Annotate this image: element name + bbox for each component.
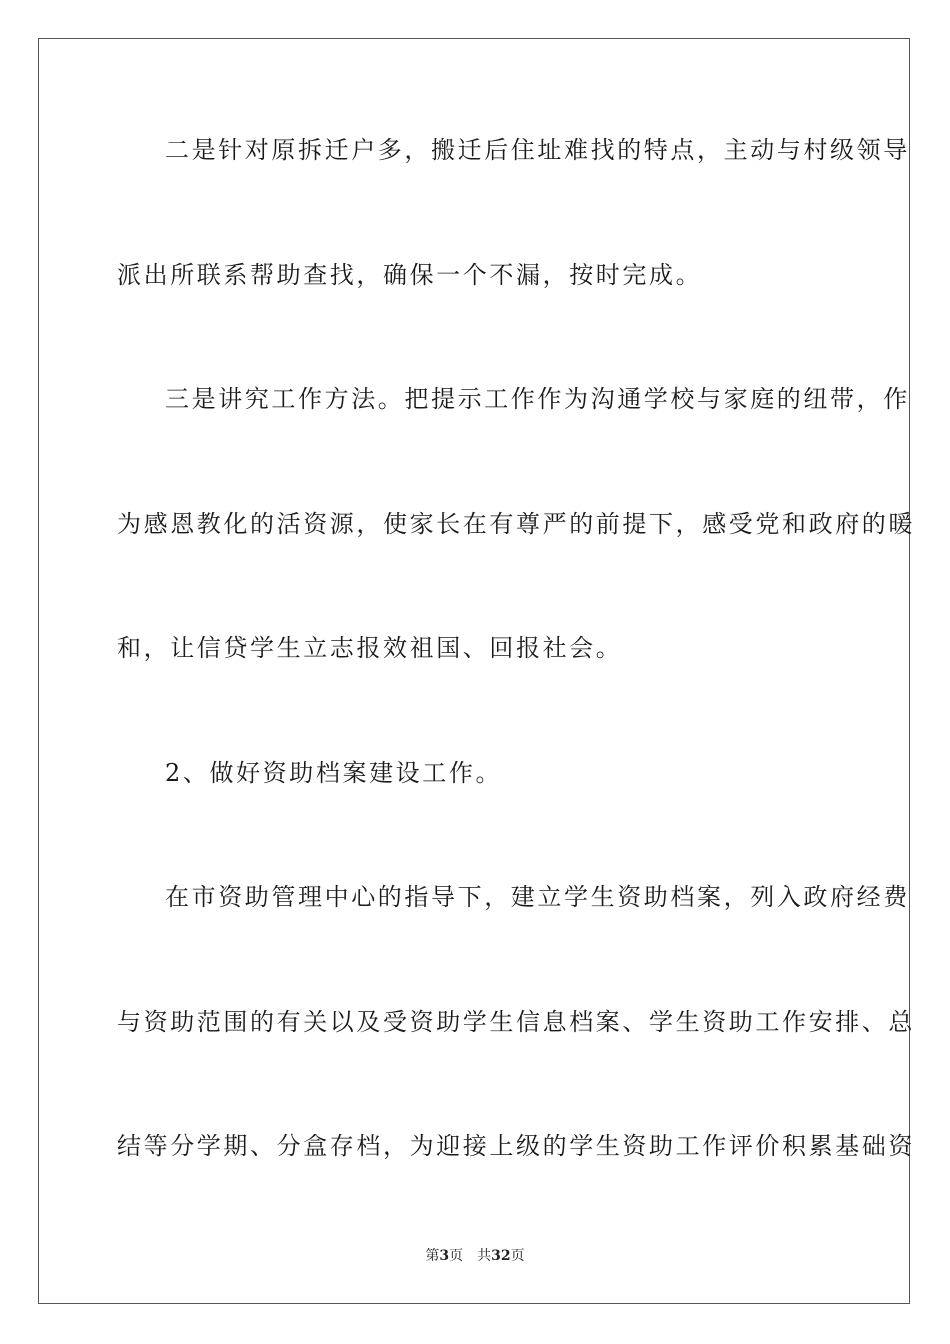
total-prefix: 共 [477, 1248, 492, 1264]
page-footer [0, 1247, 950, 1265]
page-prefix: 第 [425, 1248, 440, 1264]
paragraph-line-4: 为感恩教化的活资源，使家长在有尊严的前提下，感受党和政府的暖 [117, 510, 915, 538]
total-pages: 32 [491, 1248, 511, 1264]
paragraph-line-8: 结等分学期、分盒存档，为迎接上级的学生资助工作评价积累基础资 [117, 1132, 915, 1160]
total-suffix: 页 [510, 1248, 525, 1264]
page-suffix: 页 [449, 1248, 464, 1264]
paragraph-line-6: 在市资助管理中心的指导下，建立学生资助档案，列入政府经费 [165, 883, 910, 911]
paragraph-line-7: 与资助范围的有关以及受资助学生信息档案、学生资助工作安排、总 [117, 1008, 915, 1036]
section-heading: 2、做好资助档案建设工作。 [165, 759, 503, 787]
paragraph-line-2: 派出所联系帮助查找，确保一个不漏，按时完成。 [117, 261, 703, 289]
page-number: 3 [439, 1248, 450, 1264]
page-border [38, 38, 915, 1304]
paragraph-line-1: 二是针对原拆迁户多，搬迁后住址难找的特点，主动与村级领导 [165, 136, 910, 164]
paragraph-line-5: 和，让信贷学生立志报效祖国、回报社会。 [117, 634, 623, 662]
paragraph-line-3: 三是讲究工作方法。把提示工作作为沟通学校与家庭的纽带，作 [165, 385, 910, 413]
